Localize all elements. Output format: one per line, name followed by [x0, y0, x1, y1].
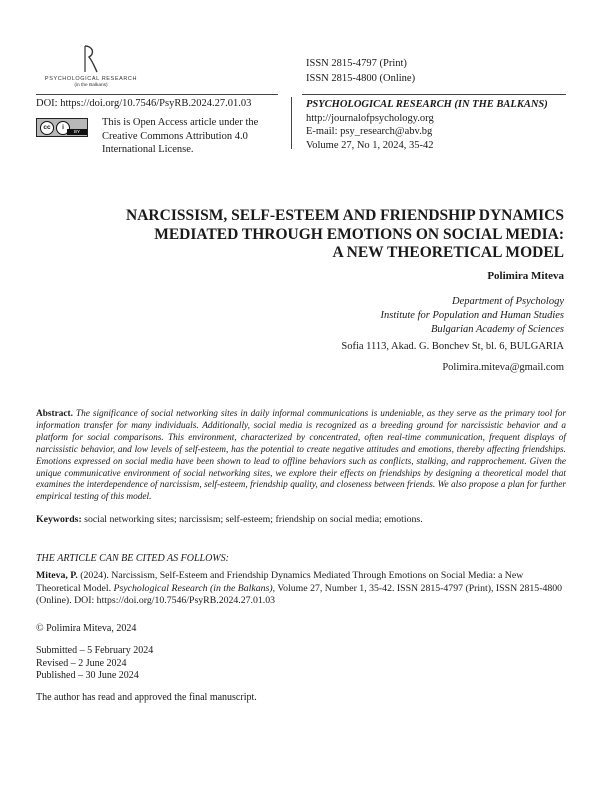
published-date: Published – 30 June 2024	[36, 670, 139, 681]
keywords-label: Keywords:	[36, 514, 82, 525]
citation-part: , Volume 27, Number 1, 35-42. ISSN 2815-4797 (Print), ISSN 2815-4800 (Online). DOI: https://doi.org/10.7546/PsyRB.2024.27.01.03	[36, 582, 563, 606]
approval-statement: The author has read and approved the final manuscript.	[36, 692, 257, 703]
copyright-notice: © Polimira Miteva, 2024	[36, 623, 137, 634]
license-line: International License.	[102, 144, 194, 155]
keywords	[36, 514, 566, 525]
keywords-text: social networking sites; narcissism; self-esteem; friendship on social media; emotions.	[84, 514, 423, 525]
header-vertical-divider	[291, 97, 292, 149]
attribution-icon: i	[56, 121, 70, 135]
publication-dates	[36, 645, 153, 683]
title-line: MEDIATED THROUGH EMOTIONS ON SOCIAL MEDIA:	[154, 225, 564, 243]
citation-text	[36, 570, 566, 608]
cc-icon: cc	[40, 121, 54, 135]
issn-online: ISSN 2815-4800 (Online)	[306, 73, 416, 84]
abstract-label: Abstract.	[36, 409, 73, 419]
journal-name: PSYCHOLOGICAL RESEARCH (IN THE BALKANS)	[306, 99, 548, 110]
citation-journal: Psychological Research (in the Balkans)	[113, 582, 273, 594]
title-line: NARCISSISM, SELF-ESTEEM AND FRIENDSHIP DYNAMICS	[126, 207, 564, 224]
logo-figure-icon	[81, 44, 101, 74]
article-title	[30, 207, 564, 263]
license-line: Creative Commons Attribution 4.0	[102, 130, 248, 142]
journal-url[interactable]: http://journalofpsychology.org	[306, 112, 434, 124]
author-address: Sofia 1113, Akad. G. Bonchev St, bl. 6, BULGARIA	[341, 341, 564, 352]
doi-link[interactable]: DOI: https://doi.org/10.7546/PsyRB.2024.27.01.03	[36, 98, 252, 109]
by-label: BY	[67, 129, 87, 135]
citation-part: (2024). Narcissism, Self-Esteem and Friendship Dynamics Mediated Through Emotions on Social Media: a New Theoretical Model.	[36, 570, 524, 594]
abstract-text: The significance of social networking sites in daily informal communications is undeniable, as they serve as the primary tool for information transfer for many individuals. Additionally, social media is recognized as a breeding ground for narcissistic behavior and a platform for social comparisons. This environment, characterized by concentrated, often real-time communication, frequent displays of narcissistic behavior, and low levels of self-esteem, has the potential to create negative attitudes and emotions, thereby affecting friendships. Emotions expressed on social media have been shown to lead to offline behaviors such as conflicts, stalking, and rapprochement. Given the unique communicative environment of social networking sites, we explore their effects on friendships by designing a theoretical model that examines the interdependence of narcissism, self-esteem, friendship quality, and closeness between friends. We also propose a plan for further empirical testing of this model.	[36, 409, 566, 503]
citation-author: Miteva, P.	[36, 570, 78, 581]
affiliation-line: Institute for Population and Human Studies	[380, 310, 564, 321]
citation-heading: THE ARTICLE CAN BE CITED AS FOLLOWS:	[36, 553, 229, 564]
license-line: This is Open Access article under the	[102, 117, 259, 128]
logo-subtitle: (in the Balkans)	[74, 83, 108, 88]
header-divider-left	[36, 94, 278, 95]
cc-by-license-badge[interactable]	[36, 118, 88, 137]
issn-block	[306, 56, 415, 86]
author-name: Polimira Miteva	[487, 270, 564, 282]
logo-text: PSYCHOLOGICAL RESEARCH	[44, 76, 138, 82]
journal-volume: Volume 27, No 1, 2024, 35-42	[306, 139, 434, 151]
journal-logo	[36, 44, 146, 92]
author-email[interactable]: Polimira.miteva@gmail.com	[442, 362, 564, 373]
license-text	[102, 116, 282, 157]
title-line: A NEW THEORETICAL MODEL	[332, 244, 564, 261]
author-affiliation	[381, 295, 564, 337]
affiliation-line: Bulgarian Academy of Sciences	[430, 324, 564, 335]
affiliation-line: Department of Psychology	[452, 296, 564, 307]
journal-info	[306, 98, 548, 152]
journal-email[interactable]: E-mail: psy_research@abv.bg	[306, 126, 433, 137]
revised-date: Revised – 2 June 2024	[36, 657, 127, 669]
issn-print: ISSN 2815-4797 (Print)	[306, 58, 407, 69]
abstract	[36, 409, 566, 504]
submitted-date: Submitted – 5 February 2024	[36, 645, 154, 656]
header-divider-right	[302, 94, 566, 95]
